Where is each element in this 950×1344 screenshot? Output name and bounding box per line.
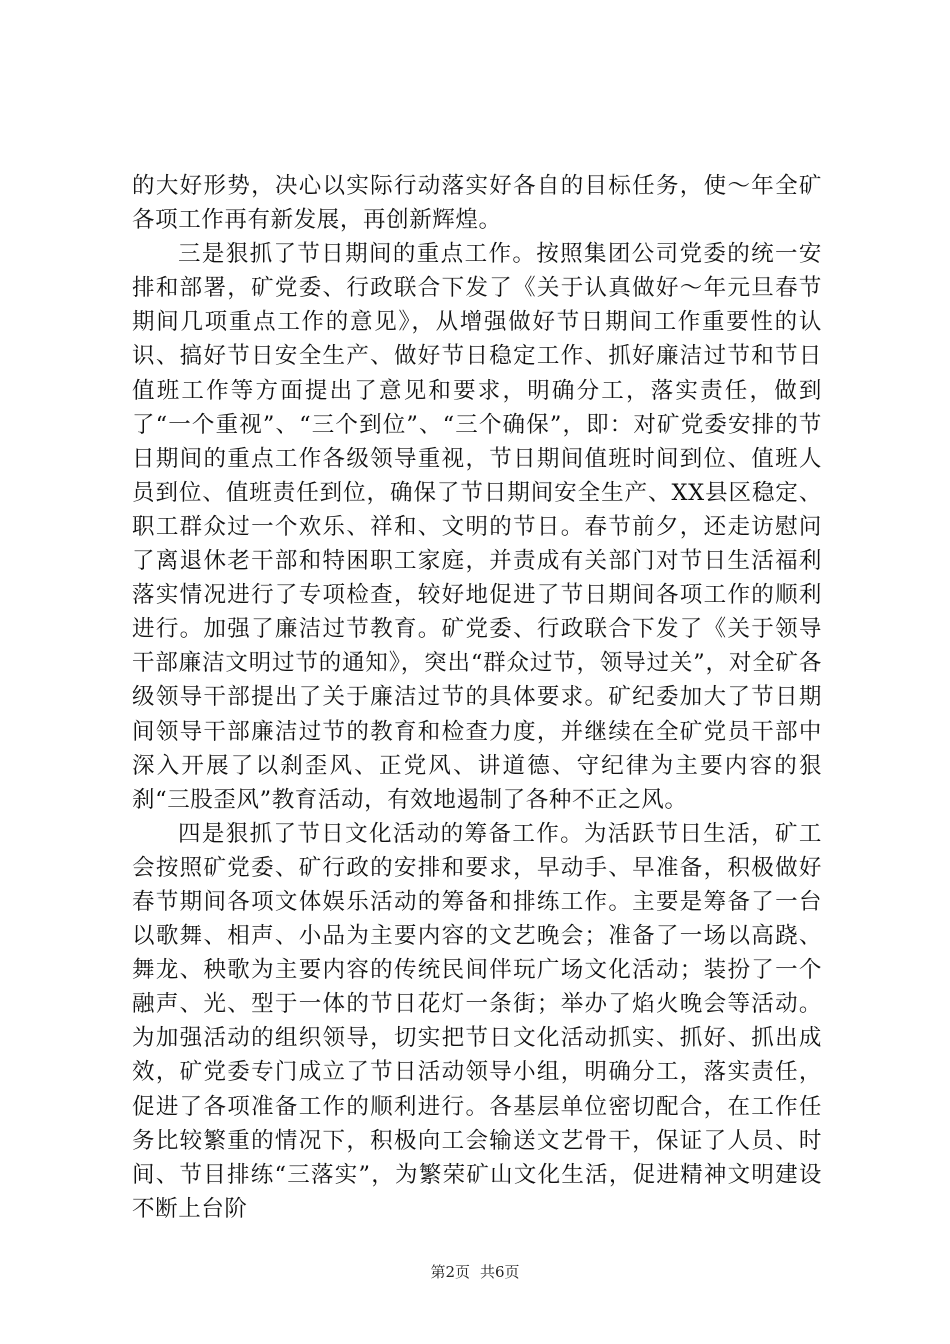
paragraph-continuation: 的大好形势，决心以实际行动落实好各自的目标任务，使～年全矿各项工作再有新发展，再创新辉煌。 (132, 173, 822, 234)
page-number: 第2页 (430, 1263, 470, 1281)
document-body (132, 169, 822, 1226)
page-total: 共6页 (480, 1263, 520, 1281)
paragraph-holiday-key-work: 三是狠抓了节日期间的重点工作。按照集团公司党委的统一安排和部署，矿党委、行政联合下发了《关于认真做好～年元旦春节期间几项重点工作的意见》，从增强做好节日期间工作重要性的认识、搞好节日安全生产、做好节日稳定工作、抓好廉洁过节和节日值班工作等方面提出了意见和要求，明确分工，落实责任，做到了“一个重视”、“三个到位”、“三个确保”，即：对矿党委安排的节日期间的重点工作各级领导重视，节日期间值班时间到位、值班人员到位、值班责任到位，确保了节日期间安全生产、XX县区稳定、职工群众过一个欢乐、祥和、文明的节日。春节前夕，还走访慰问了离退休老干部和特困职工家庭，并责成有关部门对节日生活福利落实情况进行了专项检查，较好地促进了节日期间各项工作的顺利进行。加强了廉洁过节教育。矿党委、行政联合下发了《关于领导干部廉洁文明过节的通知》，突出“群众过节，领导过关”，对全矿各级领导干部提出了关于廉洁过节的具体要求。矿纪委加大了节日期间领导干部廉洁过节的教育和检查力度，并继续在全矿党员干部中深入开展了以刹歪风、正党风、讲道德、守纪律为主要内容的狠刹“三股歪风”教育活动，有效地遏制了各种不正之风。 (132, 241, 822, 813)
paragraph-holiday-culture: 四是狠抓了节日文化活动的筹备工作。为活跃节日生活，矿工会按照矿党委、矿行政的安排和要求，早动手、早准备，积极做好春节期间各项文体娱乐活动的筹备和排练工作。主要是筹备了一台以歌舞、相声、小品为主要内容的文艺晚会；准备了一场以高跷、舞龙、秧歌为主要内容的传统民间伴玩广场文化活动；装扮了一个融声、光、型于一体的节日花灯一条街；举办了焰火晚会等活动。为加强活动的组织领导，切实把节日文化活动抓实、抓好、抓出成效，矿党委专门成立了节日活动领导小组，明确分工，落实责任，促进了各项准备工作的顺利进行。各基层单位密切配合，在工作任务比较繁重的情况下，积极向工会输送文艺骨干，保证了人员、时间、节目排练“三落实”，为繁荣矿山文化生活，促进精神文明建设不断上台阶 (132, 820, 822, 1222)
page-footer (0, 1262, 950, 1282)
